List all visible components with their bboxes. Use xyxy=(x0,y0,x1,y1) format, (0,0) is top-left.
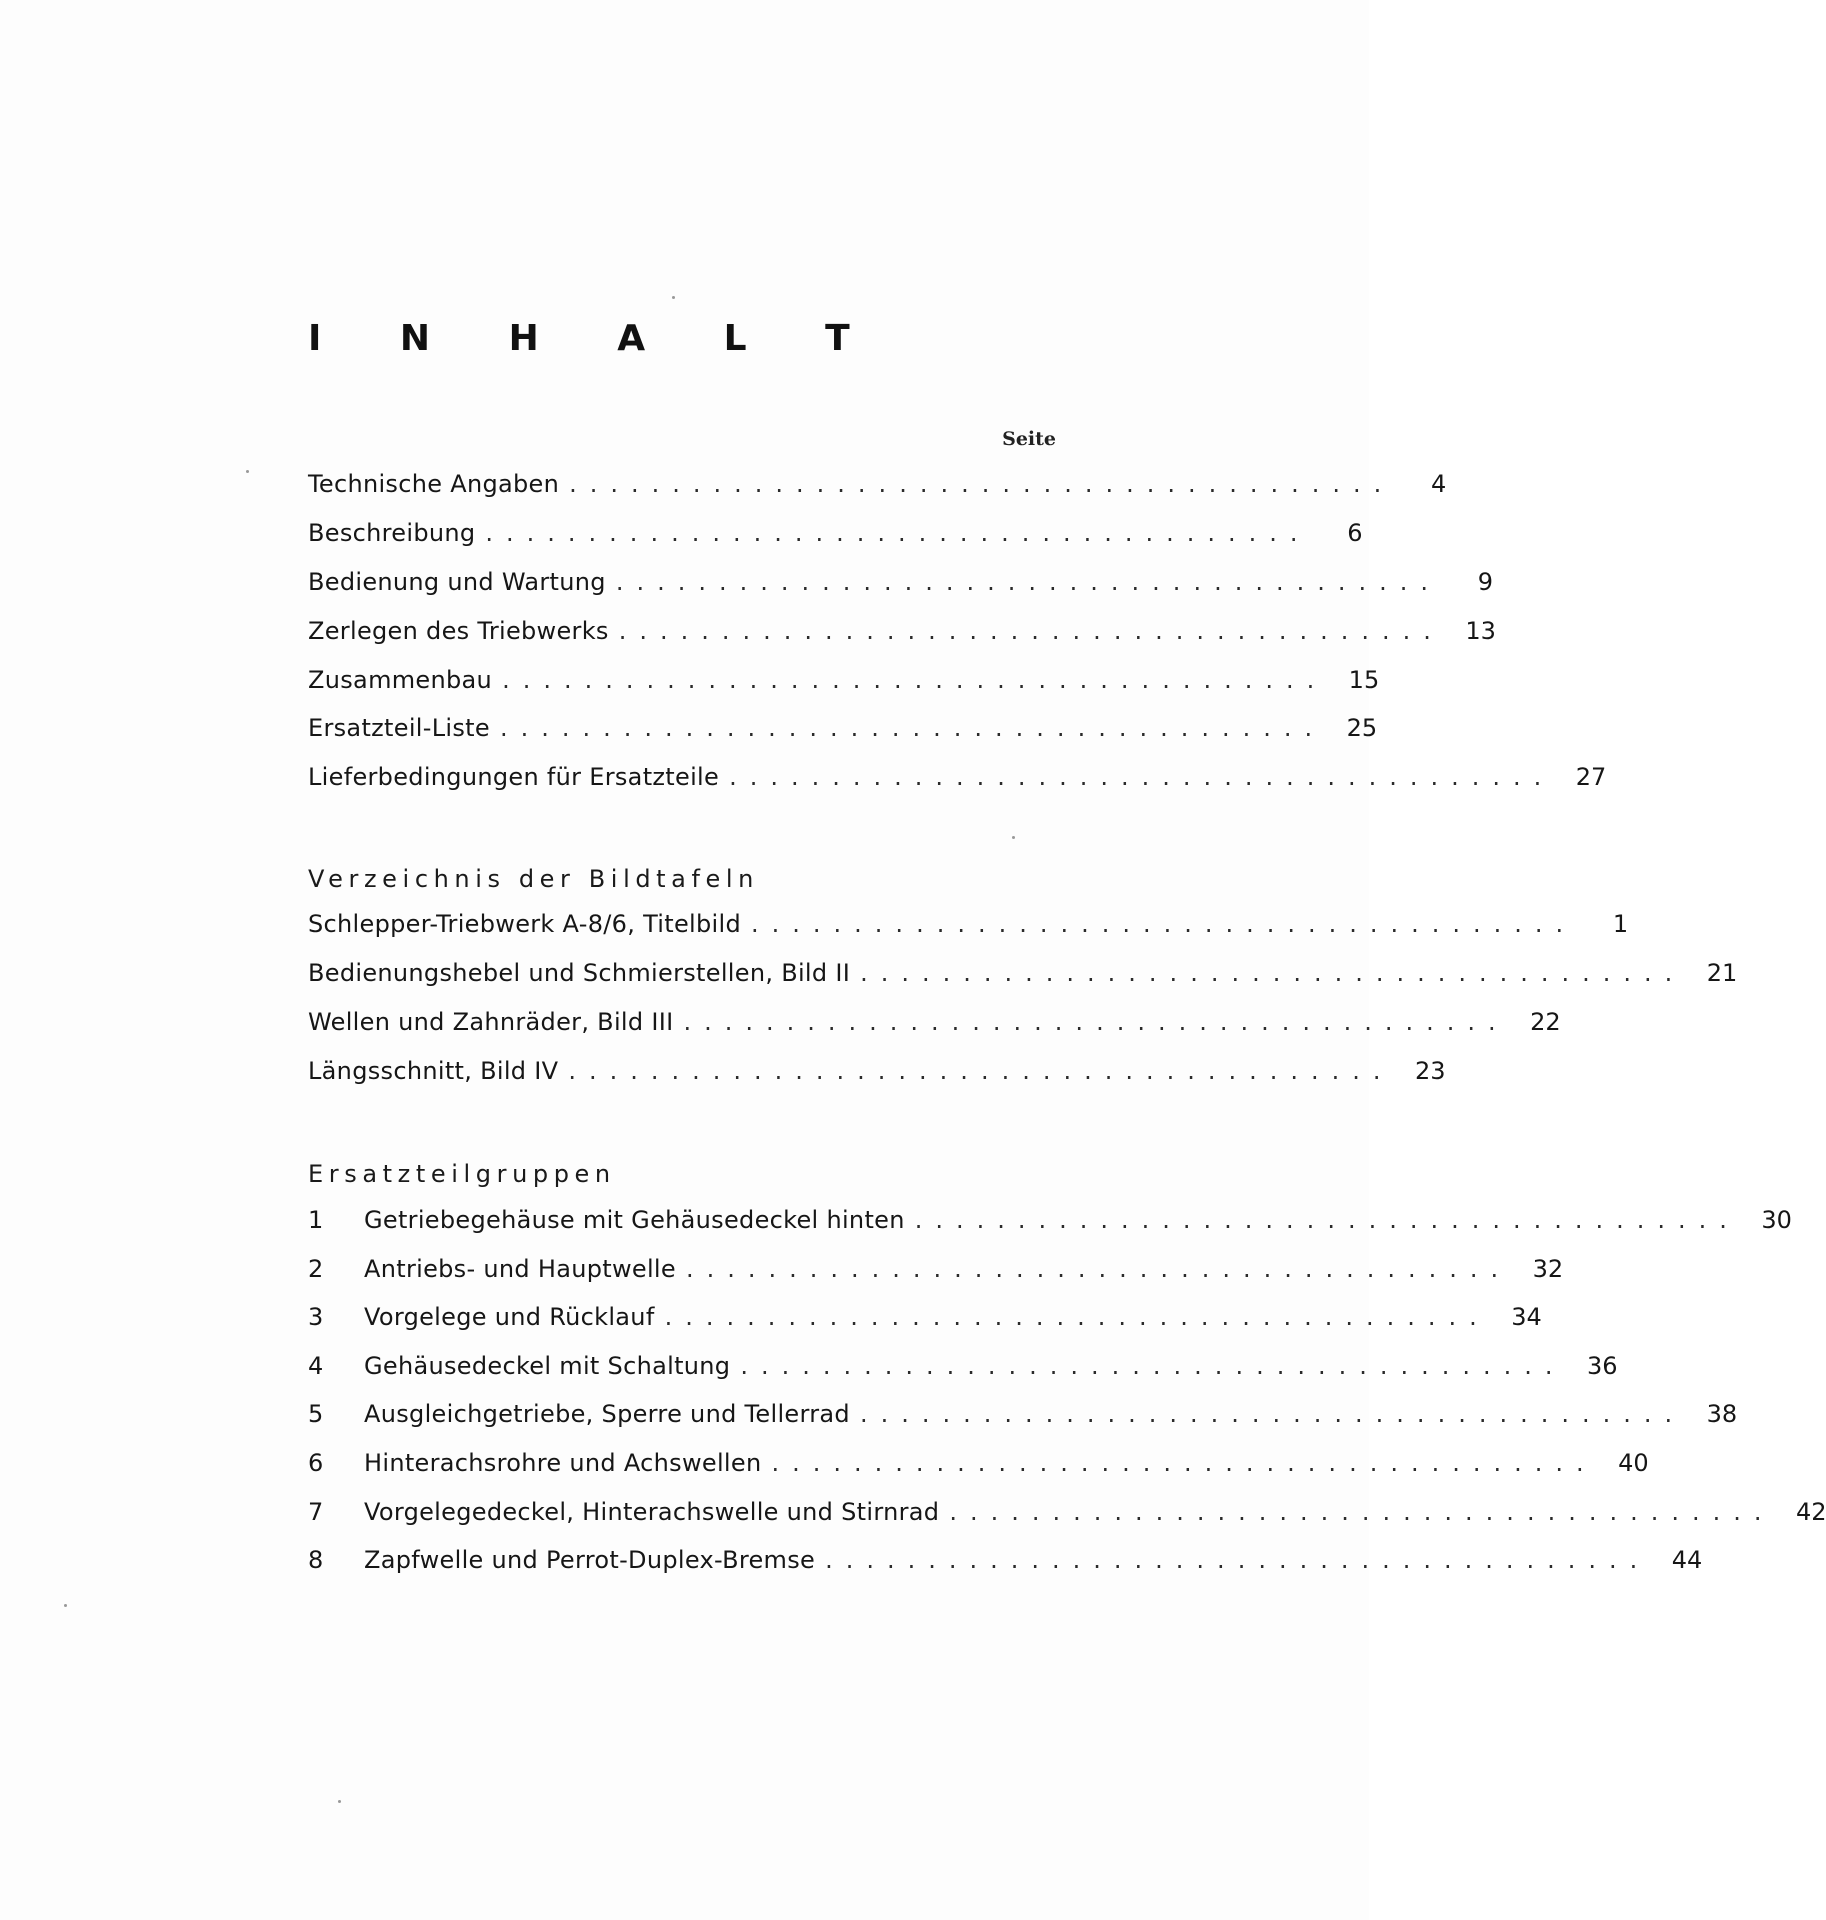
plate-page-number: 1 xyxy=(1612,910,1629,938)
group-row xyxy=(308,1255,1564,1291)
dot-leader: ........................................ xyxy=(751,910,1577,938)
scan-speck xyxy=(338,1800,341,1803)
group-page-number: 42 xyxy=(1795,1498,1826,1526)
plate-page-number: 23 xyxy=(1414,1057,1446,1085)
plate-label: Bedienungshebel und Schmierstellen, Bild II xyxy=(308,959,851,987)
toc-label: Zerlegen des Triebwerks xyxy=(308,617,609,645)
toc-label: Technische Angaben xyxy=(308,470,560,498)
plate-row xyxy=(308,1057,1446,1093)
dot-leader: ........................................ xyxy=(860,959,1686,987)
group-row xyxy=(308,1449,1649,1485)
group-label: Zapfwelle und Perrot-Duplex-Bremse xyxy=(364,1546,816,1574)
dot-leader: ........................................ xyxy=(485,519,1311,547)
dot-leader: ........................................ xyxy=(949,1498,1775,1526)
toc-label: Beschreibung xyxy=(308,519,476,547)
dot-leader: ........................................ xyxy=(914,1206,1740,1234)
dot-leader: ........................................ xyxy=(685,1255,1512,1283)
dot-leader: ........................................ xyxy=(618,617,1444,645)
toc-row xyxy=(308,519,1363,555)
plate-row xyxy=(308,1008,1561,1044)
group-row xyxy=(308,1206,1792,1242)
group-label: Vorgelegedeckel, Hinterachswelle und Stirnrad xyxy=(364,1498,940,1526)
toc-row xyxy=(308,714,1378,750)
dot-leader: ........................................ xyxy=(683,1008,1509,1036)
group-number: 8 xyxy=(308,1546,324,1574)
toc-page-number: 27 xyxy=(1575,763,1607,791)
group-label: Getriebegehäuse mit Gehäusedeckel hinten xyxy=(364,1206,905,1234)
scan-speck xyxy=(246,470,249,473)
toc-row xyxy=(308,617,1496,653)
group-number: 6 xyxy=(308,1449,324,1477)
dot-leader: ........................................ xyxy=(771,1449,1597,1477)
group-label: Vorgelege und Rücklauf xyxy=(364,1303,655,1331)
plate-label: Längsschnitt, Bild IV xyxy=(308,1057,559,1085)
groups-heading: Ersatzteilgruppen xyxy=(308,1160,616,1188)
group-label: Gehäusedeckel mit Schaltung xyxy=(364,1352,731,1380)
group-page-number: 32 xyxy=(1532,1255,1564,1283)
group-row xyxy=(308,1303,1542,1339)
group-label: Antriebs- und Hauptwelle xyxy=(364,1255,676,1283)
group-page-number: 38 xyxy=(1706,1400,1738,1428)
dot-leader: ........................................ xyxy=(729,763,1555,791)
page-column-header: Seite xyxy=(1002,428,1056,450)
plate-page-number: 22 xyxy=(1530,1008,1561,1036)
page-title: I N H A L T xyxy=(308,318,883,359)
plate-row xyxy=(308,910,1629,946)
toc-label: Bedienung und Wartung xyxy=(308,568,606,596)
toc-page-number: 13 xyxy=(1465,617,1496,645)
toc-label: Lieferbedingungen für Ersatzteile xyxy=(308,763,720,791)
group-number: 5 xyxy=(308,1400,324,1428)
group-row xyxy=(308,1400,1738,1436)
dot-leader: ........................................ xyxy=(499,714,1326,742)
group-row xyxy=(308,1546,1703,1582)
plate-label: Schlepper-Triebwerk A-8/6, Titelbild xyxy=(308,910,742,938)
scan-speck xyxy=(1012,836,1015,839)
toc-row xyxy=(308,666,1380,702)
dot-leader: ........................................ xyxy=(502,666,1328,694)
toc-row xyxy=(308,470,1447,506)
group-row xyxy=(308,1498,1826,1534)
group-label: Hinterachsrohre und Achswellen xyxy=(364,1449,762,1477)
dot-leader: ........................................ xyxy=(568,1057,1394,1085)
group-page-number: 40 xyxy=(1618,1449,1649,1477)
group-number: 2 xyxy=(308,1255,324,1283)
group-number: 4 xyxy=(308,1352,324,1380)
group-page-number: 34 xyxy=(1511,1303,1542,1331)
toc-page-number: 25 xyxy=(1346,714,1378,742)
toc-row xyxy=(308,568,1493,604)
dot-leader: ........................................ xyxy=(569,470,1395,498)
dot-leader: ........................................ xyxy=(664,1303,1490,1331)
scan-speck xyxy=(672,296,675,299)
group-page-number: 30 xyxy=(1761,1206,1792,1234)
group-label: Ausgleichgetriebe, Sperre und Tellerrad xyxy=(364,1400,850,1428)
toc-page-number: 4 xyxy=(1431,470,1447,498)
group-number: 7 xyxy=(308,1498,324,1526)
group-page-number: 36 xyxy=(1586,1352,1618,1380)
toc-page-number: 6 xyxy=(1347,519,1363,547)
dot-leader: ........................................ xyxy=(615,568,1441,596)
dot-leader: ........................................ xyxy=(859,1400,1686,1428)
plate-label: Wellen und Zahnräder, Bild III xyxy=(308,1008,674,1036)
dot-leader: ........................................ xyxy=(825,1546,1651,1574)
plate-page-number: 21 xyxy=(1706,959,1738,987)
toc-label: Zusammenbau xyxy=(308,666,493,694)
group-number: 3 xyxy=(308,1303,324,1331)
toc-label: Ersatzteil-Liste xyxy=(308,714,490,742)
toc-row xyxy=(308,763,1607,799)
dot-leader: ........................................ xyxy=(740,1352,1566,1380)
toc-page-number: 15 xyxy=(1348,666,1380,694)
toc-page-number: 9 xyxy=(1477,568,1493,596)
scan-speck xyxy=(64,1604,67,1607)
plates-heading: Verzeichnis der Bildtafeln xyxy=(308,865,759,893)
group-number: 1 xyxy=(308,1206,324,1234)
group-row xyxy=(308,1352,1618,1388)
plate-row xyxy=(308,959,1738,995)
group-page-number: 44 xyxy=(1671,1546,1703,1574)
